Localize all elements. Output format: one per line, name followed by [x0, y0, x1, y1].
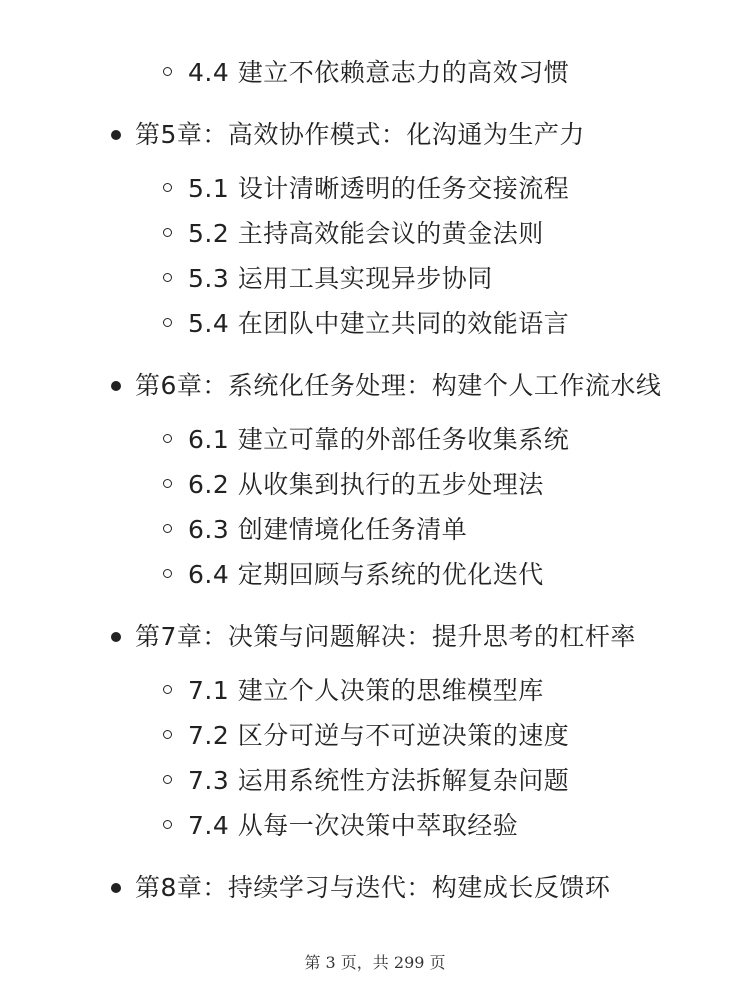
toc-sub-item-label: 5.4 在团队中建立共同的效能语言 — [188, 309, 570, 338]
toc-sub-list — [0, 417, 750, 597]
toc-chapter-label: 第6章：系统化任务处理：构建个人工作流水线 — [135, 371, 662, 400]
toc-sub-item[interactable] — [188, 166, 750, 211]
filled-bullet-icon — [111, 632, 121, 642]
toc-sub-item-label: 6.3 创建情境化任务清单 — [188, 515, 468, 544]
toc-sub-item[interactable] — [188, 713, 750, 758]
page-footer — [0, 950, 750, 973]
hollow-bullet-icon — [163, 775, 172, 784]
toc-sub-list — [0, 166, 750, 346]
filled-bullet-icon — [111, 883, 121, 893]
toc-sub-item[interactable] — [188, 417, 750, 462]
toc-chapter-title[interactable] — [135, 115, 680, 155]
toc-sub-item-label: 6.2 从收集到执行的五步处理法 — [188, 470, 544, 499]
toc-chapter-title[interactable] — [135, 617, 680, 657]
toc-chapter — [0, 115, 750, 346]
filled-bullet-icon — [111, 130, 121, 140]
hollow-bullet-icon — [163, 730, 172, 739]
toc-sub-list — [0, 668, 750, 848]
hollow-bullet-icon — [163, 569, 172, 578]
toc-sub-item[interactable] — [188, 758, 750, 803]
hollow-bullet-icon — [163, 67, 172, 76]
filled-bullet-icon — [111, 381, 121, 391]
toc-sub-item[interactable] — [188, 803, 750, 848]
page-number-label: 第 3 页，共 299 页 — [304, 953, 446, 972]
hollow-bullet-icon — [163, 820, 172, 829]
toc-sub-item-label: 6.4 定期回顾与系统的优化迭代 — [188, 560, 544, 589]
toc-sub-item[interactable] — [188, 668, 750, 713]
toc-chapter-title[interactable] — [135, 366, 680, 406]
orphan-sub-list — [0, 50, 750, 95]
hollow-bullet-icon — [163, 228, 172, 237]
hollow-bullet-icon — [163, 685, 172, 694]
toc-sub-item-label: 6.1 建立可靠的外部任务收集系统 — [188, 425, 570, 454]
toc-sub-item[interactable] — [188, 507, 750, 552]
toc-sub-item[interactable] — [188, 211, 750, 256]
hollow-bullet-icon — [163, 183, 172, 192]
hollow-bullet-icon — [163, 434, 172, 443]
toc-sub-item-label: 7.3 运用系统性方法拆解复杂问题 — [188, 766, 570, 795]
hollow-bullet-icon — [163, 273, 172, 282]
toc-chapter-label: 第7章：决策与问题解决：提升思考的杠杆率 — [135, 622, 636, 651]
toc-chapter-title[interactable] — [135, 868, 680, 908]
hollow-bullet-icon — [163, 479, 172, 488]
hollow-bullet-icon — [163, 318, 172, 327]
toc-sub-item[interactable] — [188, 552, 750, 597]
toc-chapter-label: 第8章：持续学习与迭代：构建成长反馈环 — [135, 873, 611, 902]
toc-sub-item[interactable] — [188, 301, 750, 346]
toc-chapter — [0, 617, 750, 848]
toc-sub-item-label: 5.2 主持高效能会议的黄金法则 — [188, 219, 544, 248]
toc-sub-item[interactable] — [188, 50, 750, 95]
toc-sub-item[interactable] — [188, 256, 750, 301]
toc-sub-item-label: 7.2 区分可逆与不可逆决策的速度 — [188, 721, 570, 750]
toc-sub-item-label: 7.1 建立个人决策的思维模型库 — [188, 676, 544, 705]
toc-sub-item-label: 4.4 建立不依赖意志力的高效习惯 — [188, 58, 570, 87]
toc-sub-item-label: 7.4 从每一次决策中萃取经验 — [188, 811, 519, 840]
toc-sub-item[interactable] — [188, 462, 750, 507]
table-of-contents — [0, 50, 750, 908]
toc-sub-item-label: 5.1 设计清晰透明的任务交接流程 — [188, 174, 570, 203]
toc-chapter — [0, 868, 750, 908]
toc-chapter-label: 第5章：高效协作模式：化沟通为生产力 — [135, 120, 585, 149]
toc-sub-item-label: 5.3 运用工具实现异步协同 — [188, 264, 493, 293]
hollow-bullet-icon — [163, 524, 172, 533]
toc-chapter — [0, 366, 750, 597]
